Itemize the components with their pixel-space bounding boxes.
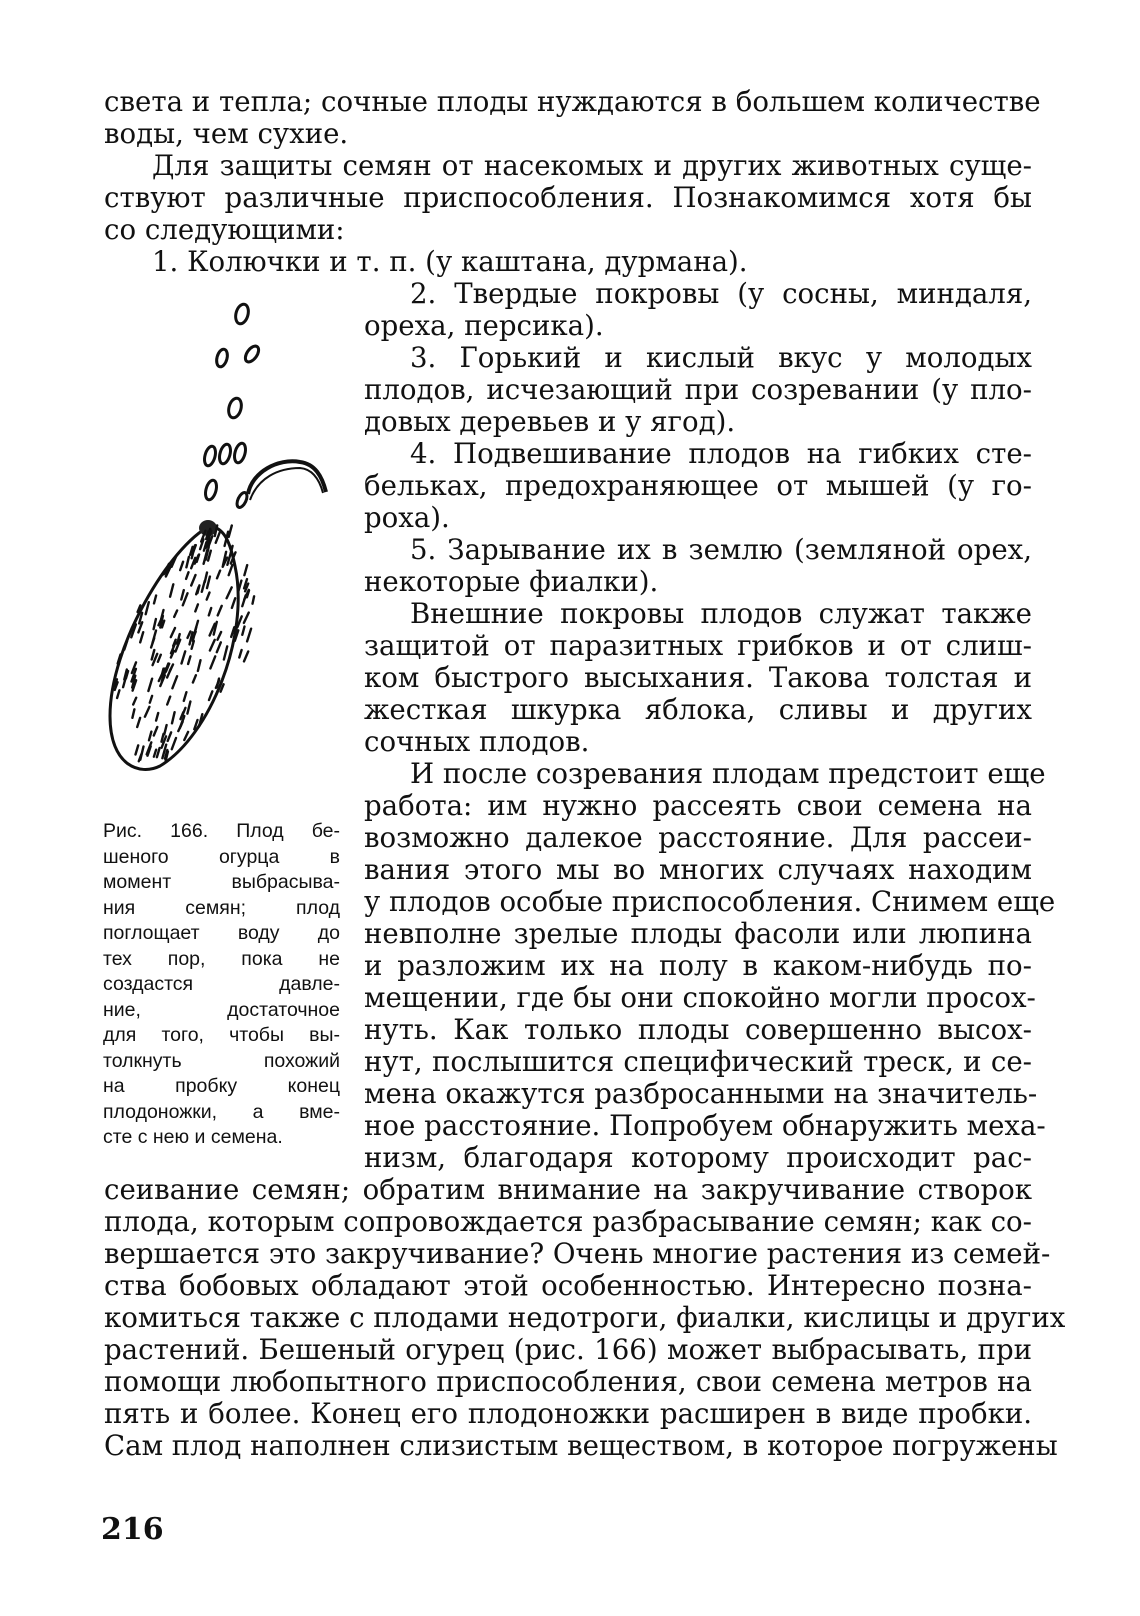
caption-line: для того, чтобы вы- — [103, 1024, 340, 1046]
caption-line: поглощает воду до — [103, 922, 340, 944]
caption-line: плодоножки, а вме- — [103, 1100, 340, 1123]
text-line: вания этого мы во многих случаях находим — [364, 853, 1032, 886]
figure-caption — [103, 819, 340, 1151]
text-line: вершается это закручивание? Очень многие растения из семей- — [104, 1237, 1051, 1270]
text-line: плодов, исчезающий при созревании (у пло- — [364, 373, 1032, 406]
text-line: ореха, персика). — [364, 309, 604, 342]
text-line: защитой от паразитных грибков и от слиш- — [364, 629, 1032, 662]
text-line: и разложим их на полу в каком-нибудь по- — [364, 949, 1032, 982]
text-line: мена окажутся разбросанными на значитель- — [364, 1077, 1038, 1110]
text-line: возможно далекое расстояние. Для рассеи- — [364, 821, 1032, 854]
text-line: ства бобовых обладают этой особенностью. Интересно позна- — [104, 1269, 1032, 1302]
text-line: Для защиты семян от насекомых и других животных суще- — [152, 149, 1032, 182]
text-line: И после созревания плодам предстоит еще — [410, 757, 1046, 790]
caption-line: сте с нею и семена. — [103, 1126, 283, 1148]
text-line: нут, послышится специфический треск, и се- — [364, 1045, 1032, 1078]
caption-line: Рис. 166. Плод бе- — [103, 820, 340, 842]
text-line: пять и более. Конец его плодоножки расширен в виде пробки. — [104, 1397, 1032, 1430]
text-line: работа: им нужно рассеять свои семена на — [364, 789, 1032, 822]
text-line: у плодов особые приспособления. Снимем еще — [364, 885, 1056, 918]
text-line: бельках, предохраняющее от мышей (у го- — [364, 469, 1032, 502]
cucumber-figure-illustration — [100, 296, 360, 816]
caption-line: толкнуть похожий — [103, 1049, 340, 1072]
text-line: роха). — [364, 501, 450, 534]
text-line: довых деревьев и у ягод). — [364, 405, 736, 438]
text-line: комиться также с плодами недотроги, фиалки, кислицы и других — [104, 1301, 1066, 1334]
caption-line: ние, достаточное — [103, 998, 340, 1021]
text-line: мещении, где бы они спокойно могли просох- — [364, 981, 1036, 1014]
text-line: сеивание семян; обратим внимание на закручивание створок — [104, 1173, 1032, 1206]
text-line: Сам плод наполнен слизистым веществом, в которое погружены — [104, 1429, 1058, 1462]
caption-line: ния семян; плод — [103, 896, 340, 919]
text-line: невполне зрелые плоды фасоли или люпина — [364, 917, 1032, 950]
caption-line: тех пор, пока не — [103, 947, 340, 970]
text-line: помощи любопытного приспособления, свои семена метров на — [104, 1365, 1032, 1398]
text-line: Внешние покровы плодов служат также — [410, 597, 1032, 630]
text-line: ное расстояние. Попробуем обнаружить меха- — [364, 1109, 1046, 1142]
text-line: ком быстрого высыхания. Такова толстая и — [364, 661, 1032, 694]
text-line: со следующими: — [104, 213, 345, 246]
text-line: ствуют различные приспособления. Познакомимся хотя бы — [104, 181, 1032, 214]
page-number: 216 — [101, 1512, 164, 1547]
caption-line: момент выбрасыва- — [103, 871, 340, 893]
text-line: 4. Подвешивание плодов на гибких сте- — [410, 437, 1032, 470]
text-line: растений. Бешеный огурец (рис. 166) может выбрасывать, при — [104, 1333, 1032, 1366]
text-line: сочных плодов. — [364, 725, 590, 758]
text-line: низм, благодаря которому происходит рас- — [364, 1141, 1032, 1174]
text-line: некоторые фиалки). — [364, 565, 659, 598]
text-line: нуть. Как только плоды совершенно высох- — [364, 1013, 1032, 1046]
text-line: воды, чем сухие. — [104, 117, 349, 150]
caption-line: шеного огурца в — [103, 845, 340, 868]
text-line: 3. Горький и кислый вкус у молодых — [410, 341, 1032, 374]
text-line: 5. Зарывание их в землю (земляной орех, — [410, 533, 1032, 566]
text-line: плода, которым сопровождается разбрасывание семян; как со- — [104, 1205, 1032, 1238]
text-line: жесткая шкурка яблока, сливы и других — [364, 693, 1032, 726]
text-line: 1. Колючки и т. п. (у каштана, дурмана). — [152, 245, 748, 278]
text-line: света и тепла; сочные плоды нуждаются в большем количестве — [104, 85, 1041, 118]
caption-line: создастся давле- — [103, 973, 340, 995]
caption-line: на пробку конец — [103, 1075, 340, 1097]
text-line: 2. Твердые покровы (у сосны, миндаля, — [410, 277, 1032, 310]
